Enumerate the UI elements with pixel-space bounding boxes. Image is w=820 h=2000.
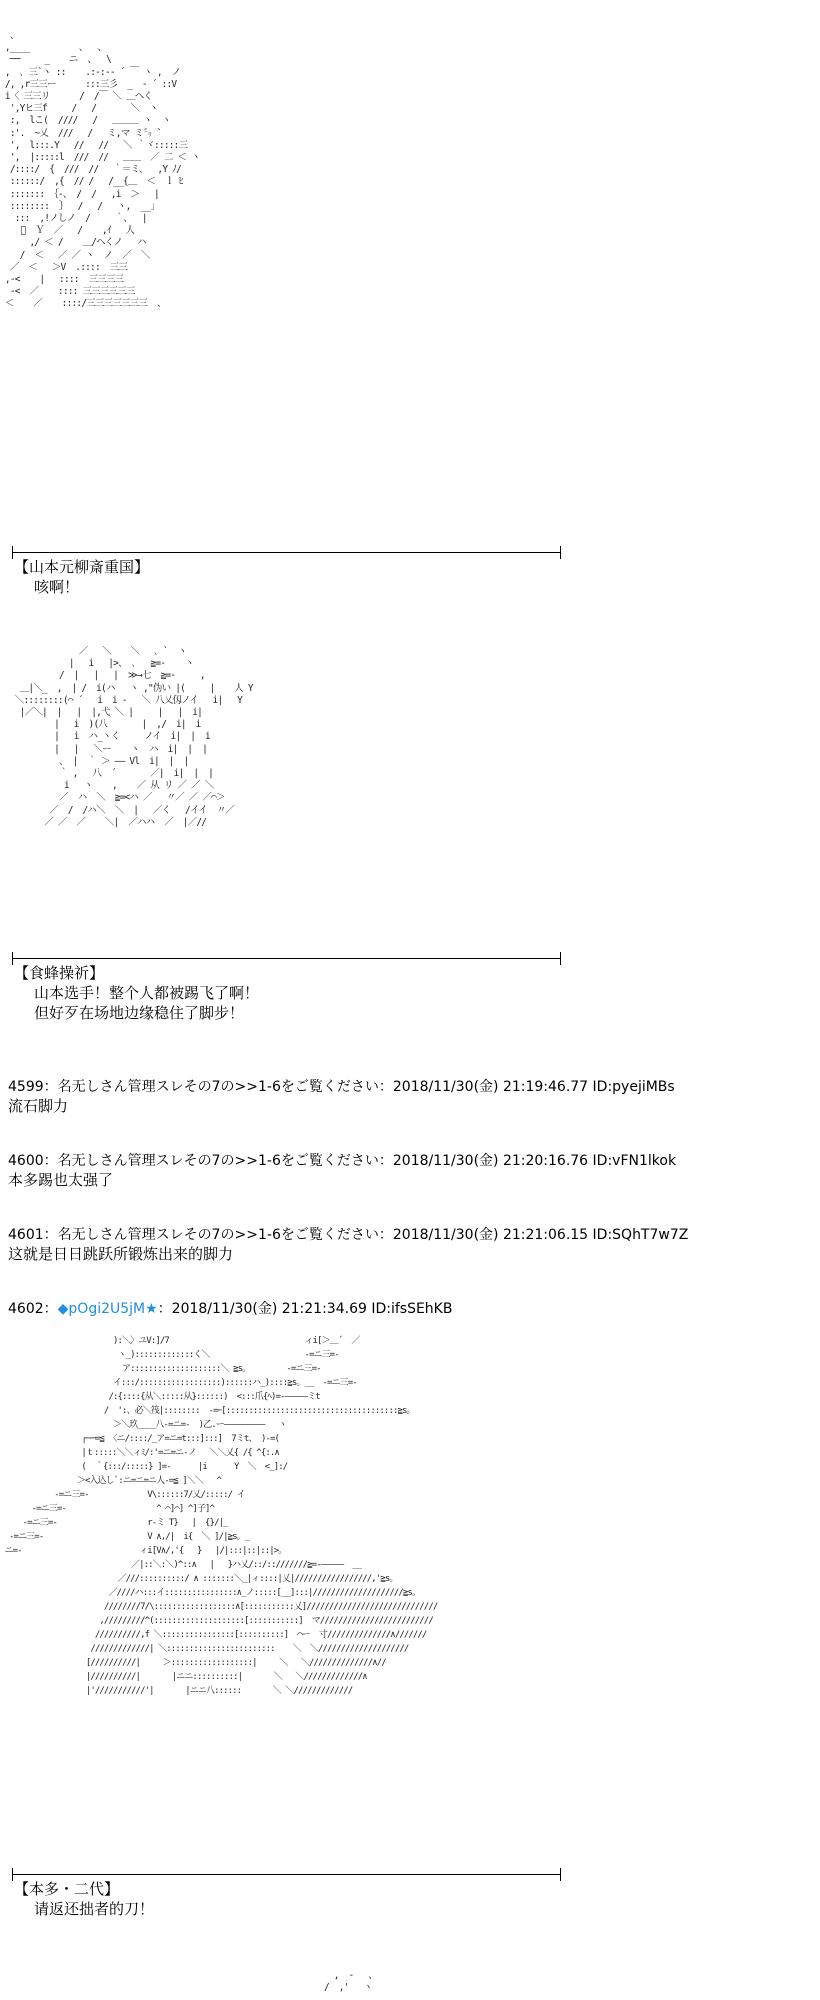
dialogue-line: 咳啊！: [34, 578, 80, 596]
post-number[interactable]: 4602: [8, 1301, 44, 1317]
post-number[interactable]: 4600: [8, 1153, 44, 1169]
ascii-art-honda-futayo: ):＼〉ユV:]/7 ィi[＞＿´ ／ ヽ_):::::::::::::く＼ -=ニ三=- ア::::::::::::::::::::＼ ≧s。 -=ニ三=- イ:::/::::::::::::::::::)::::::ハ_)::::≧s。__ -=ニ三=- /:{::::{从＼:::::从}::::::) <:::爪{ﾍ)=-―――――ミt / ':、必＼筏|:::::::: -=ｰ[::::::::::::::::::::::::::::::::::::::≧s。 ＞＼玖____八-=ニ=- )乙.ー――――――――― ヽ ┌──=≦ 〈ニ/::::/_ア=ニ=t:::]:::] 7ミt、 )-=( |ｔ:::::＼＼ィﾐ/:'=ニ=ニ-ノ ＼＼乂{ /{ ^{:.∧ ( ｀{:::/:::::} ]=- |i Y ＼ <_]:/ ＞<入込しﾞ:ニ=ニ=ニ人-=≦ ]＼＼ ^ -=ニ三=- V\::::::7/乂/:::::/ イ -=ニ三=- ^ ⌒]⌒] ^]子]^ -=ニ三=- r-ミ T} | {}/|_ -=ニ三=- V ∧,/| i{ ＼ ]/|≧s。_ ニ=- ィi[V∧/,'{ } |/|:::|::|::|>。 ／|::＼:＼)^::∧ | }ハ乂/::/::///////≧=-――――― __ ／///::::::::::/ ∧ :::::::＼_|ィ::::|乂|/////////////////,'≧s。 ／////ハ:::イ::::::::::::::::∧_ノ:::::[__]:::|////////////////////≧s。 ////////7/\::::::::::::::::::∧[:::::::::::乂]///////////////////////////// ,/////////^(::::::::::::::::::::[:::::::::::] マ///////////////////////// //////////,f ＼::::::::::::::::[::::::::::] ⌒ー 寸//////////////∧/////// /////////////| ＼:::::::::::::::::::::::: ＼ ＼//////////////////// [//////////| ＞::::::::::::::::::| ＼ ＼//////////////∧// |//////////| |ニニ::::::::::| ＼ ＼/////////////∧ |'///////////'| |ニニ八:::::: ＼ ＼/////////////: [4, 1336, 438, 1696]
divider-left-tick: [12, 546, 13, 559]
post-body: 流石脚力: [8, 1097, 69, 1115]
post-header: 4602：◆pOgi2U5jM★：2018/11/30(金) 21:21:34.69 ID:ifsSEhKB: [8, 1301, 453, 1317]
divider-left-tick: [12, 952, 13, 965]
scene-divider: [12, 1874, 560, 1875]
post-meta: ：名无しさん管理スレその7の>>1-6をご覧ください：2018/11/30(金) 21:20:16.76 ID:vFN1lkok: [43, 1153, 677, 1169]
divider-left-tick: [12, 1868, 13, 1881]
divider-right-tick: [560, 546, 561, 559]
post-meta: ：2018/11/30(金) 21:21:34.69 ID:ifsSEhKB: [157, 1301, 453, 1317]
post-header: [8, 1226, 688, 1244]
speaker-name: 【食蜂操祈】: [14, 964, 105, 982]
post-body: 本多踢也太强了: [8, 1171, 114, 1189]
dialogue-line: 请返还拙者的刀！: [34, 1900, 155, 1918]
dialogue-line: 山本选手！整个人都被踢飞了啊！: [34, 984, 260, 1002]
dialogue-line: 但好歹在场地边缘稳住了脚步！: [34, 1004, 245, 1022]
post-header: [8, 1078, 675, 1096]
ascii-art-fragment: , ‐ 、 / ,' ヽ: [323, 1970, 377, 1994]
post-header: [8, 1152, 676, 1170]
scene-divider: [12, 552, 560, 553]
post-meta: ：名无しさん管理スレその7の>>1-6をご覧ください：2018/11/30(金) 21:19:46.77 ID:pyejiMBs: [43, 1079, 675, 1095]
post-meta: ：名无しさん管理スレその7の>>1-6をご覧ください：2018/11/30(金) 21:21:06.15 ID:SQhT7w7Z: [43, 1227, 689, 1243]
speaker-name: 【山本元柳斎重国】: [14, 558, 150, 576]
post-body: 这就是日日跳跃所锻炼出来的脚力: [8, 1245, 234, 1263]
post-number[interactable]: 4599: [8, 1079, 44, 1095]
ascii-art-shokuhou: ／ ＼ ＼ ､ ` ヽ | i |>、 ､ ≧=- ヽ / | | | ≫→七 ≧=- , ＿|＼_ , | / i(ハ ヽ ,"伪い |( | 人 Y ＼::::::::(⌒ ´ i i ‐ ＼ 八乂仭ノイ i| Y |／＼| | | |,弋 ＼ | | | i| | i )(八 | ,/ i| i | i ハ_ヽく ノイ i| | i | | ＼ー ヽ ハ i| | | 、 | ｀ ＞ ―― Vl i| | | ｀ , 八 ´ ／| i| | | i ヽ , ／ 从 リ ／ ／ ＼ ／ ハ ＼ ≧=<ハ ／ 〃／ ／ ／⌒＞ ／ / /ハ＼ ＼ | ／く /イイ 〃／ ／ ／ ／ ＼| ／ハハ ／ |／//: [14, 646, 253, 828]
poster-trip[interactable]: ◆pOgi2U5jM★: [57, 1301, 158, 1317]
ascii-art-yamamoto: 、 ,____ 、 、 ── _ ニ 、 \ , ､ 三`ヽ :: .:-:-‐ ´ ￣ ヽ , ノ /, ,r三三ー :::三彡 _ ‐ ´ ::V i〈 三三リ / /￣ ＼ ＿ヘく ',Yヒ三f / / ＼ ヽ :, lこ( //// / ＿＿＿ ヽ ヽ :'. ~乂 /// / ミ,マ ミ㍉ ` ', l:::.Y // // ＼ ｀ヾ:::::三 ', |:::::l /// // ＿＿ ／ 二 ＜ ヽ /::::/ { /// // ｀＝ミ、 ,Y ﾉ/ ::::::/ ,{ // / /__{＿ ＜ ｌ ﾋ ::::::: ｛-、 / / ,i ＞ | :::::::: ｝ / / ヽ, __」 ::: ,!ノしノ / ｀、 | ﾞ Ｙ ／ / ,ｲ 人 ,/ ＜ / ＿/ヘくノ ハ / ＜ ／ ／ ヽ ノ ／ ＼ ／ ＜ ＞V .:::: 三三 ,-< | :::: 三三三三 -< ／ :::: 三三三三三三 ＜ ／ ::::/三三三三三三三 、: [4, 30, 200, 310]
post-number[interactable]: 4601: [8, 1227, 44, 1243]
speaker-name: 【本多・二代】: [14, 1880, 120, 1898]
divider-right-tick: [560, 1868, 561, 1881]
divider-right-tick: [560, 952, 561, 965]
scene-divider: [12, 958, 560, 959]
